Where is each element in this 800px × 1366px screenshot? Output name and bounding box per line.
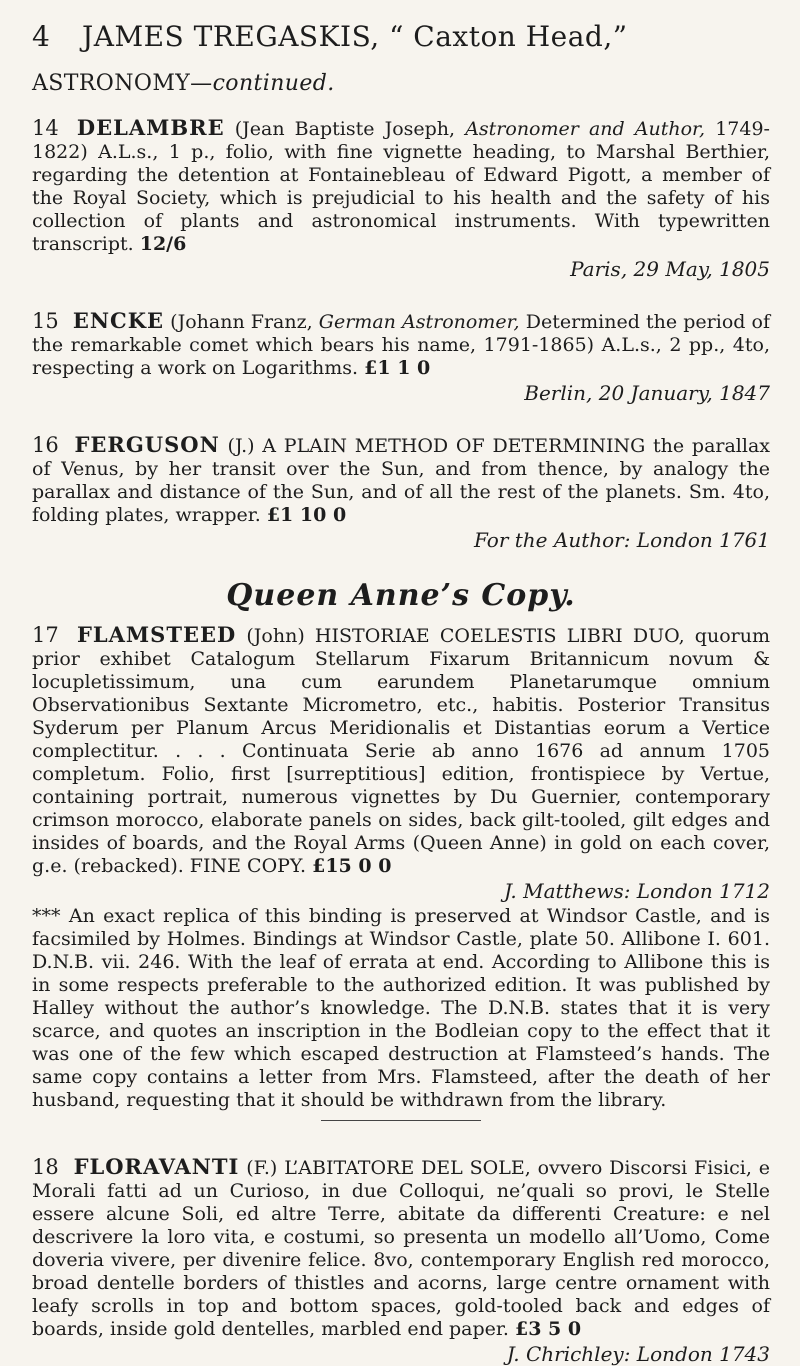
entry-text: (Johann Franz, xyxy=(170,311,319,333)
entry-italic: German Astronomer, xyxy=(318,311,520,333)
entry-text-cont: 1749-1822) A.L.s., 1 p., folio, with fine vignette heading, to Marshal Berthier, regarding the detention at Fontainebleau of Edward Pigott, a member of the Royal Society, which is prejudicial to his health and the safety of his collection of plants and astronomical instruments. With typewritten transcript. xyxy=(32,118,770,255)
entry-name: FERGUSON xyxy=(74,432,220,457)
entry-imprint: J. Matthews: London 1712 xyxy=(503,879,770,903)
entry-number: 16 xyxy=(32,433,59,457)
catalogue-entry-17 xyxy=(32,623,770,1112)
entry-number: 18 xyxy=(32,1155,59,1179)
entry-imprint: Paris, 29 May, 1805 xyxy=(570,257,770,281)
entry-text: (J.) A PLAIN METHOD OF DETERMINING the parallax of Venus, by her transit over the Sun, and from thence, by analogy the parallax and distance of the Sun, and of all the rest of the planets. Sm. 4to, folding plates, wrapper. xyxy=(32,435,771,526)
entry-name: FLORAVANTI xyxy=(73,1154,240,1179)
entry-price: 12/6 xyxy=(139,233,187,255)
divider-rule xyxy=(321,1120,481,1121)
entry-imprint: For the Author: London 1761 xyxy=(474,528,770,552)
page-number: 4 xyxy=(32,20,51,53)
entry-italic: Astronomer and Author, xyxy=(465,118,706,140)
section-label: ASTRONOMY— xyxy=(32,71,213,96)
entry-text: (John) HISTORIAE COELESTIS LIBRI DUO, quorum prior exhibet Catalogum Stellarum Fixarum Britannicum novum & locupletissimum, una cum earundem Planetarumque omnium Observationibus Sextante Micrometro, etc., habitis. Posterior Transitus Syderum per Planum Arcus Meridionalis et Distantias eorum a Vertice complectitur. . . . Continuata Serie ab anno 1676 ad annum 1705 completum. Folio, first [surreptitious] edition, frontispiece by Vertue, containing portrait, numerous vignettes by Du Guernier, contemporary crimson morocco, elaborate panels on sides, back gilt-tooled, gilt edges and insides of boards, and the Royal Arms (Queen Anne) in gold on each cover, g.e. (rebacked). FINE COPY. xyxy=(32,625,770,877)
catalogue-entry-15 xyxy=(32,309,770,405)
entry-note: *** An exact replica of this binding is preserved at Windsor Castle, and is facsimiled by Holmes. Bindings at Windsor Castle, plate 50. Allibone I. 601. D.N.B. vii. 246. With the leaf of errata at end. According to Allibone this is in some respects preferable to the authorized edition. It was published by Halley without the author’s knowledge. The D.N.B. states that it is very scarce, and quotes an inscription in the Bodleian copy to the effect that it was one of the few which escaped destruction at Flamsteed’s hands. The same copy contains a letter from Mrs. Flamsteed, after the death of her husband, requesting that it should be withdrawn from the library. xyxy=(32,905,770,1111)
catalogue-entry-16 xyxy=(32,433,770,552)
entry-text: (Jean Baptiste Joseph, xyxy=(234,118,466,140)
entry-name: ENCKE xyxy=(72,308,165,333)
catalogue-entry-14 xyxy=(32,116,770,281)
running-title: JAMES TREGASKIS, “ Caxton Head,” xyxy=(82,20,628,53)
entry-text: (F.) L’ABITATORE DEL SOLE, ovvero Discorsi Fisici, e Morali fatti ad un Curioso, in due Colloqui, ne’quali so provi, le Stelle essere alcune Soli, ed altre Terre, abitate da differenti Creature: e nel descrivere la loro vita, e costumi, so presenta un modello all’Uomo, Come doveria vivere, per divenire felice. 8vo, contemporary English red morocco, broad dentelle borders of thistles and acorns, large centre ornament with leafy scrolls in top and bottom spaces, gold-tooled back and edges of boards, inside gold dentelles, marbled end paper. xyxy=(32,1157,770,1340)
catalogue-entry-18 xyxy=(32,1155,770,1366)
entry-number: 17 xyxy=(32,623,59,647)
entry-number: 15 xyxy=(32,309,59,333)
page-header xyxy=(32,20,770,53)
entry-price: £15 0 0 xyxy=(312,855,392,877)
entry-name: FLAMSTEED xyxy=(76,622,237,647)
entry-name: DELAMBRE xyxy=(76,115,225,140)
entry-text-cont: Determined the period of the remarkable comet which bears his name, 1791-1865) A.L.s., 2 pp., 4to, respecting a work on Logarithms. xyxy=(32,311,771,379)
entry-price: £1 10 0 xyxy=(266,504,347,526)
section-continued: continued. xyxy=(212,71,335,96)
section-heading xyxy=(32,71,770,96)
entry-imprint: J. Chrichley: London 1743 xyxy=(506,1342,770,1366)
entry-subheading: Queen Anne’s Copy. xyxy=(226,578,576,613)
entry-price: £3 5 0 xyxy=(515,1318,582,1340)
entry-price: £1 1 0 xyxy=(364,357,431,379)
entry-imprint: Berlin, 20 January, 1847 xyxy=(524,381,770,405)
entry-number: 14 xyxy=(32,116,59,140)
